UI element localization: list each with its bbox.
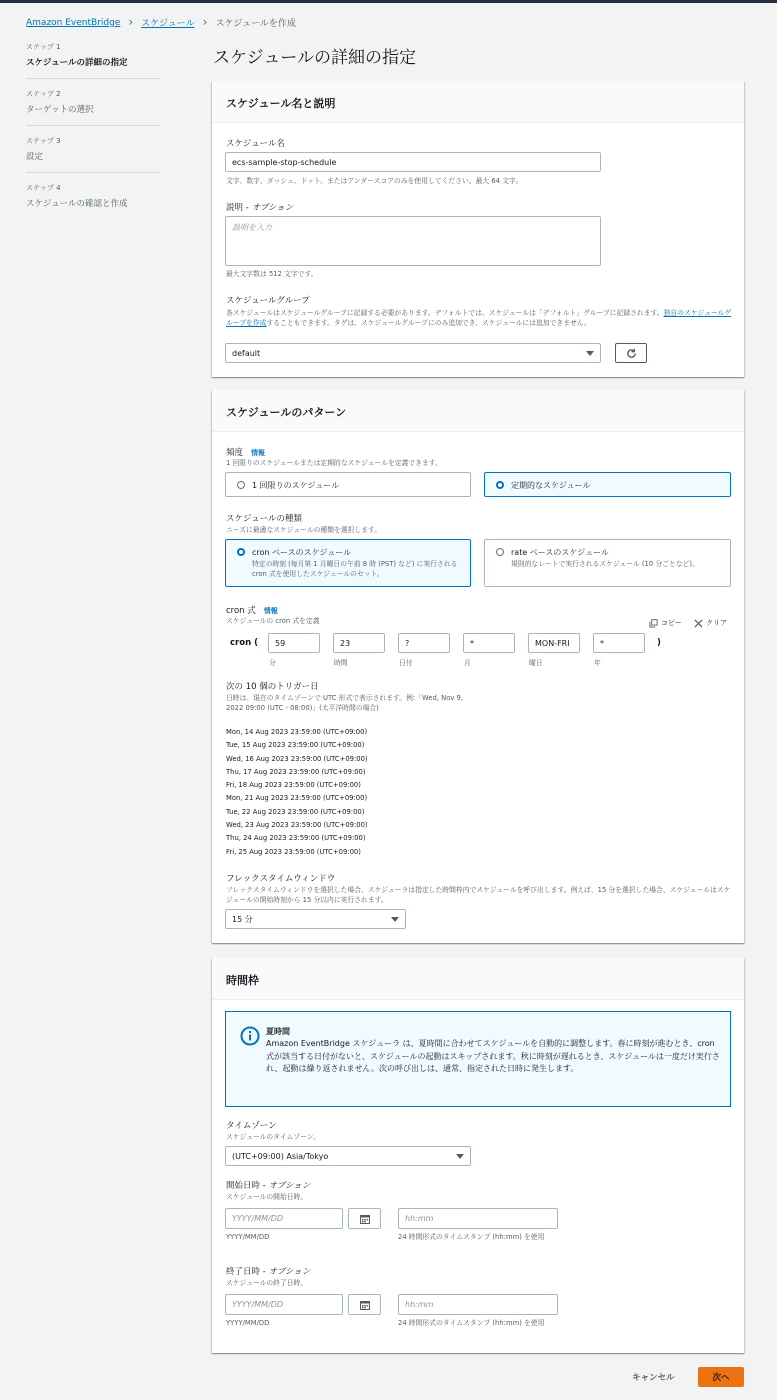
flex-window-value: 15 分 bbox=[232, 914, 253, 924]
flex-window-label: フレックスタイムウィンドウ bbox=[226, 874, 336, 884]
copy-icon bbox=[649, 619, 658, 628]
breadcrumb bbox=[26, 16, 296, 29]
alert-body: Amazon EventBridge スケジューラ は、夏時間に合わせてスケジュールを自動的に調整します。春に時刻が進むとき、cron 式が該当する日付がないと、スケジュールの起動はスキップされます。秋に時刻が遅れるとき、スケジュールは一度だけ実行され、起動は繰り返されません。次の呼び出しは、通常、指定された日時に発生します。 bbox=[266, 1039, 720, 1073]
copy-label: コピー bbox=[661, 619, 682, 627]
option-desc: 規則的なレートで実行されるスケジュール (10 分ごとなど)。 bbox=[511, 560, 699, 568]
group-desc-text: 各スケジュールはスケジュールグループに記録する必要があります。デフォルトでは、スケジュールは「デフォルト」グループに記録されます。 bbox=[226, 309, 664, 317]
breadcrumb-current: スケジュールを作成 bbox=[215, 19, 296, 29]
schedule-name-hint: 文字、数字、ダッシュ、ドット、またはアンダースコアのみを使用してください。最大 64 文字。 bbox=[226, 177, 523, 185]
cron-field-label: 月 bbox=[464, 659, 471, 667]
end-date-input[interactable]: YYYY/MM/DD bbox=[225, 1294, 343, 1315]
caret-down-icon bbox=[586, 351, 594, 356]
schedule-type-label: スケジュールの種類 bbox=[226, 514, 302, 524]
trigger-date: Tue, 22 Aug 2023 23:59:00 (UTC+09:00) bbox=[226, 807, 365, 816]
cron-field-label: 分 bbox=[269, 659, 276, 667]
end-time-input[interactable]: hh:mm bbox=[398, 1294, 558, 1315]
time-frame-panel bbox=[212, 958, 744, 1353]
next-triggers-label: 次の 10 個のトリガー日 bbox=[226, 682, 319, 692]
cron-minutes-input[interactable]: 59 bbox=[268, 633, 320, 653]
wizard-step-3[interactable] bbox=[26, 136, 160, 173]
start-calendar-button[interactable] bbox=[348, 1208, 381, 1229]
step-label: ターゲットの選択 bbox=[26, 105, 94, 115]
clear-label: クリア bbox=[706, 619, 727, 627]
schedule-group-select[interactable] bbox=[225, 343, 601, 363]
cron-year-input[interactable]: * bbox=[593, 633, 645, 653]
cron-expression-desc: スケジュールの cron 式を定義 bbox=[226, 617, 320, 625]
start-date-input[interactable]: YYYY/MM/DD bbox=[225, 1208, 343, 1229]
trigger-list bbox=[226, 726, 368, 859]
description-hint: 最大文字数は 512 文字です。 bbox=[226, 270, 318, 278]
optional-tag: オプション bbox=[268, 1181, 311, 1191]
trigger-date: Fri, 18 Aug 2023 23:59:00 (UTC+09:00) bbox=[226, 781, 361, 790]
date-format-hint: YYYY/MM/DD bbox=[226, 1319, 270, 1327]
top-bar bbox=[0, 0, 777, 3]
schedule-type-desc: ニーズに最適なスケジュールの種類を選択します。 bbox=[226, 526, 382, 534]
schedule-name-label: スケジュール名 bbox=[226, 139, 285, 149]
end-calendar-button[interactable] bbox=[348, 1294, 381, 1315]
optional-tag: オプション bbox=[268, 1267, 311, 1277]
frequency-recurring-option[interactable] bbox=[484, 472, 731, 497]
date-format-hint: YYYY/MM/DD bbox=[226, 1233, 270, 1241]
schedule-group-label: スケジュールグループ bbox=[226, 296, 310, 306]
cancel-button[interactable]: キャンセル bbox=[632, 1373, 675, 1383]
step-number: ステップ 1 bbox=[26, 43, 61, 51]
option-label: 1 回限りのスケジュール bbox=[252, 481, 340, 490]
rate-based-option[interactable] bbox=[484, 539, 731, 587]
schedule-pattern-panel bbox=[212, 390, 744, 943]
trigger-date: Fri, 25 Aug 2023 23:59:00 (UTC+09:00) bbox=[226, 847, 361, 856]
trigger-date: Thu, 17 Aug 2023 23:59:00 (UTC+09:00) bbox=[226, 767, 366, 776]
cron-field-label: 曜日 bbox=[529, 659, 543, 667]
step-number: ステップ 3 bbox=[26, 137, 61, 145]
cron-close-paren: ) bbox=[657, 638, 661, 648]
breadcrumb-eventbridge-link[interactable]: Amazon EventBridge bbox=[26, 17, 121, 28]
end-label-text: 終了日時 - bbox=[226, 1267, 269, 1277]
alert-title: 夏時間 bbox=[266, 1027, 290, 1036]
wizard-steps bbox=[26, 42, 160, 229]
cron-label-text: cron 式 bbox=[226, 606, 256, 616]
cron-day-of-week-input[interactable]: MON-FRI bbox=[528, 633, 580, 653]
time-format-hint: 24 時間形式のタイムスタンプ (hh:mm) を使用 bbox=[398, 1319, 545, 1327]
next-button[interactable]: 次へ bbox=[698, 1367, 744, 1387]
info-icon bbox=[240, 1026, 260, 1046]
calendar-icon bbox=[360, 1214, 370, 1224]
refresh-icon bbox=[626, 348, 637, 359]
description-label-text: 説明 - bbox=[226, 203, 252, 213]
description-textarea[interactable]: 説明を入力 bbox=[225, 216, 601, 266]
radio-unchecked-icon bbox=[237, 481, 245, 489]
next-triggers-desc: 日時は、現在のタイムゾーンで UTC 形式で表示されます。例:「Wed, Nov 9, 2022 09:00 (UTC - 08:00)」(太平洋時間の場合) bbox=[226, 694, 464, 712]
step-label: 設定 bbox=[26, 152, 44, 162]
trigger-date: Wed, 16 Aug 2023 23:59:00 (UTC+09:00) bbox=[226, 754, 368, 763]
start-datetime-desc: スケジュールの開始日時。 bbox=[226, 1193, 308, 1201]
panel-header: 時間枠 bbox=[212, 958, 744, 1000]
schedule-group-value: default bbox=[232, 348, 261, 358]
copy-button[interactable] bbox=[649, 618, 682, 628]
trigger-date: Mon, 21 Aug 2023 23:59:00 (UTC+09:00) bbox=[226, 794, 368, 803]
chevron-right-icon: › bbox=[202, 15, 208, 29]
end-datetime-label bbox=[226, 1265, 310, 1277]
breadcrumb-schedules-link[interactable]: スケジュール bbox=[141, 19, 195, 29]
cron-expression-label bbox=[226, 604, 278, 616]
description-label bbox=[226, 201, 293, 213]
refresh-button[interactable] bbox=[615, 343, 647, 363]
cron-field-label: 時間 bbox=[334, 659, 348, 667]
optional-tag: オプション bbox=[251, 203, 294, 213]
chevron-right-icon: › bbox=[128, 15, 134, 29]
info-link[interactable]: 情報 bbox=[263, 607, 278, 615]
option-label: 定期的なスケジュール bbox=[511, 481, 591, 490]
caret-down-icon bbox=[391, 917, 399, 922]
frequency-label-text: 頻度 bbox=[226, 448, 244, 458]
frequency-desc: 1 回限りのスケジュールまたは定期的なスケジュールを定義できます。 bbox=[226, 459, 442, 467]
group-desc-text: することもできます。タグは、スケジュールグループにのみ追加でき、スケジュールには追加できません。 bbox=[266, 319, 591, 327]
option-desc: 特定の時刻 (毎月第 1 月曜日の午前 8 時 (PST) など) に実行される cron 式を使用したスケジュールのセット。 bbox=[252, 560, 458, 578]
page-title: スケジュールの詳細の指定 bbox=[213, 48, 416, 68]
time-format-hint: 24 時間形式のタイムスタンプ (hh:mm) を使用 bbox=[398, 1233, 545, 1241]
radio-checked-icon bbox=[496, 481, 504, 489]
step-number: ステップ 4 bbox=[26, 184, 61, 192]
radio-checked-icon bbox=[237, 548, 245, 556]
clear-button[interactable] bbox=[694, 618, 727, 628]
trigger-date: Mon, 14 Aug 2023 23:59:00 (UTC+09:00) bbox=[226, 728, 368, 736]
cron-day-of-month-input[interactable]: ? bbox=[398, 633, 450, 653]
trigger-date: Wed, 23 Aug 2023 23:59:00 (UTC+09:00) bbox=[226, 821, 368, 830]
wizard-step-4[interactable] bbox=[26, 183, 160, 219]
calendar-icon bbox=[360, 1300, 370, 1310]
trigger-date: Tue, 15 Aug 2023 23:59:00 (UTC+09:00) bbox=[226, 741, 365, 750]
timezone-select[interactable] bbox=[225, 1146, 471, 1166]
frequency-once-option[interactable] bbox=[225, 472, 471, 497]
create-group-link[interactable]: 独自のスケジュールグループを作成 bbox=[226, 309, 732, 327]
trigger-date: Thu, 24 Aug 2023 23:59:00 (UTC+09:00) bbox=[226, 834, 366, 843]
start-time-input[interactable]: hh:mm bbox=[398, 1208, 558, 1229]
name-description-panel bbox=[212, 81, 744, 377]
step-number: ステップ 2 bbox=[26, 90, 61, 98]
option-label: cron ベースのスケジュール bbox=[252, 548, 352, 557]
schedule-name-input[interactable]: ecs-sample-stop-schedule bbox=[225, 152, 601, 172]
panel-header: スケジュールのパターン bbox=[212, 390, 744, 432]
cron-field-label: 日付 bbox=[399, 659, 413, 667]
timezone-value: (UTC+09:00) Asia/Tokyo bbox=[232, 1151, 329, 1161]
step-label: スケジュールの確認と作成 bbox=[26, 199, 128, 209]
cron-hours-input[interactable]: 23 bbox=[333, 633, 385, 653]
flex-window-select[interactable] bbox=[225, 909, 406, 929]
option-label: rate ベースのスケジュール bbox=[511, 548, 609, 557]
step-label: スケジュールの詳細の指定 bbox=[26, 58, 128, 68]
start-datetime-label bbox=[226, 1179, 310, 1191]
cron-field-label: 年 bbox=[594, 659, 601, 667]
close-icon bbox=[694, 619, 703, 628]
radio-unchecked-icon bbox=[496, 548, 504, 556]
cron-open-paren: cron ( bbox=[230, 638, 258, 648]
end-datetime-desc: スケジュールの終了日時。 bbox=[226, 1279, 308, 1287]
flex-window-desc: フレックスタイムウィンドウを選択した場合、スケジューラは指定した時間枠内でスケジュールを呼び出します。例えば、15 分を選択した場合、スケジュールはスケジュールの開始時刻から 15 分以内に実行されます。 bbox=[226, 886, 731, 904]
wizard-step-2[interactable] bbox=[26, 89, 160, 126]
cron-month-input[interactable]: * bbox=[463, 633, 515, 653]
cron-based-option[interactable] bbox=[225, 539, 471, 587]
schedule-group-desc bbox=[226, 308, 736, 328]
caret-down-icon bbox=[456, 1154, 464, 1159]
info-link[interactable]: 情報 bbox=[251, 449, 266, 457]
wizard-step-1 bbox=[26, 42, 160, 79]
timezone-label: タイムゾーン bbox=[226, 1121, 277, 1131]
panel-header: スケジュール名と説明 bbox=[212, 81, 744, 123]
dst-info-alert bbox=[225, 1011, 731, 1107]
timezone-desc: スケジュールのタイムゾーン。 bbox=[226, 1133, 320, 1141]
frequency-label bbox=[226, 446, 265, 458]
start-label-text: 開始日時 - bbox=[226, 1181, 269, 1191]
